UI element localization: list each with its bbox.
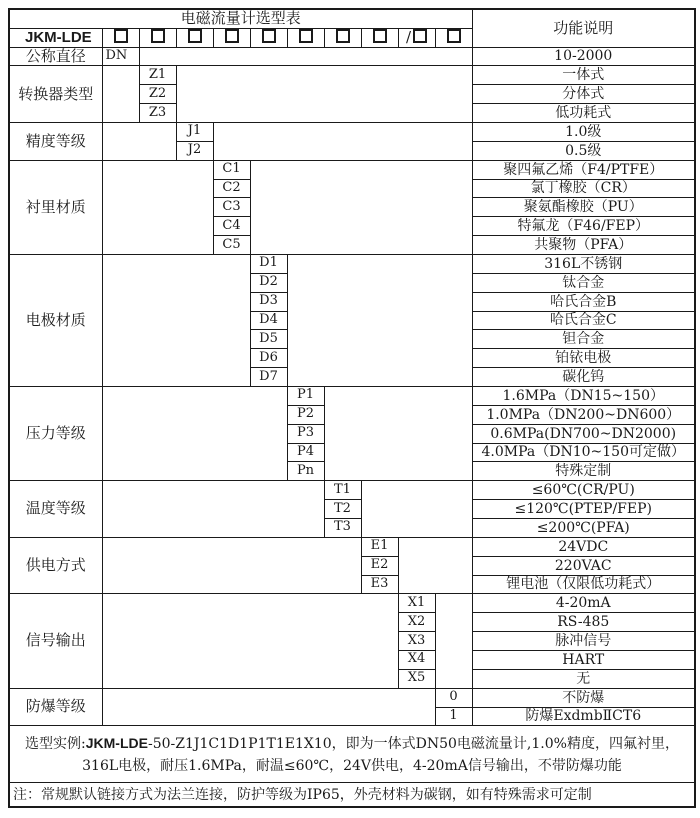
desc-cell: 哈氏合金C	[472, 311, 695, 330]
checkbox-icon	[262, 29, 276, 43]
code-cell: X3	[398, 632, 435, 651]
selection-example	[9, 726, 695, 783]
code-cell: C4	[213, 217, 250, 236]
empty-cell	[176, 66, 472, 123]
empty-cell	[102, 66, 139, 123]
empty-cell	[287, 254, 472, 386]
desc-cell: ≤200℃(PFA)	[472, 518, 695, 537]
desc-cell: 特殊定制	[472, 462, 695, 481]
code-cell: J2	[176, 141, 213, 160]
category-label: 衬里材质	[9, 160, 102, 254]
desc-cell: 220VAC	[472, 556, 695, 575]
desc-cell: 分体式	[472, 85, 695, 104]
desc-cell: 脉冲信号	[472, 632, 695, 651]
category-label: 信号输出	[9, 594, 102, 688]
desc-cell: 无	[472, 669, 695, 688]
desc-cell: 低功耗式	[472, 104, 695, 123]
code-cell: 1	[435, 707, 472, 726]
desc-cell: 氯丁橡胶（CR）	[472, 179, 695, 198]
checkbox-cell-slash	[398, 28, 435, 47]
empty-cell	[102, 254, 250, 386]
code-cell: Z2	[139, 85, 176, 104]
checkbox-icon	[151, 29, 165, 43]
empty-cell	[102, 160, 213, 254]
empty-cell	[102, 537, 361, 594]
code-cell: D1	[250, 254, 287, 273]
example-label: 选型实例:	[25, 735, 86, 752]
checkbox-cell	[102, 28, 139, 47]
code-cell: X1	[398, 594, 435, 613]
checkbox-icon	[447, 29, 461, 43]
desc-cell: 0.6MPa(DN700~DN2000)	[472, 424, 695, 443]
code-cell: P2	[287, 405, 324, 424]
category-label: 公称直径	[9, 47, 102, 66]
code-cell: D2	[250, 273, 287, 292]
desc-cell: 316L不锈钢	[472, 254, 695, 273]
category-label: 供电方式	[9, 537, 102, 594]
checkbox-cell	[287, 28, 324, 47]
code-cell: P1	[287, 386, 324, 405]
empty-cell	[435, 594, 472, 688]
code-cell: T3	[324, 518, 361, 537]
desc-cell: 不防爆	[472, 688, 695, 707]
code-cell: P3	[287, 424, 324, 443]
empty-cell	[102, 594, 398, 688]
checkbox-icon	[373, 29, 387, 43]
code-cell: C1	[213, 160, 250, 179]
empty-cell	[398, 537, 472, 594]
checkbox-icon	[114, 29, 128, 43]
code-cell: D7	[250, 368, 287, 387]
empty-cell	[213, 122, 472, 160]
category-label: 精度等级	[9, 122, 102, 160]
desc-cell: 4.0MPa（DN10~150可定做）	[472, 443, 695, 462]
desc-cell: 碳化钨	[472, 368, 695, 387]
desc-cell: 共聚物（PFA）	[472, 236, 695, 255]
checkbox-cell	[361, 28, 398, 47]
empty-cell	[102, 386, 287, 480]
code-cell: Z1	[139, 66, 176, 85]
slash-mark: /	[405, 28, 412, 46]
code-cell: C3	[213, 198, 250, 217]
empty-cell	[102, 481, 324, 538]
code-cell: D5	[250, 330, 287, 349]
code-cell: D4	[250, 311, 287, 330]
code-cell: X4	[398, 651, 435, 670]
category-label: 温度等级	[9, 481, 102, 538]
code-cell: E3	[361, 575, 398, 594]
checkbox-icon	[299, 29, 313, 43]
desc-cell: 24VDC	[472, 537, 695, 556]
empty-cell	[139, 47, 472, 66]
empty-cell	[102, 688, 435, 726]
desc-cell: 4-20mA	[472, 594, 695, 613]
example-line-2: 316L电极，耐压1.6MPa，耐温≤60℃，24V供电，4-20mA信号输出，不带防爆功能	[82, 757, 622, 774]
empty-cell	[361, 481, 472, 538]
desc-cell: ≤60℃(CR/PU)	[472, 481, 695, 500]
table-title: 电磁流量计选型表	[9, 9, 472, 28]
checkbox-cell	[324, 28, 361, 47]
code-cell: D3	[250, 292, 287, 311]
desc-cell: 哈氏合金B	[472, 292, 695, 311]
example-line-1	[10, 732, 694, 755]
checkbox-cell	[139, 28, 176, 47]
desc-cell: 钛合金	[472, 273, 695, 292]
code-cell: X5	[398, 669, 435, 688]
desc-cell: 聚四氟乙烯（F4/PTFE）	[472, 160, 695, 179]
category-label: 压力等级	[9, 386, 102, 480]
code-cell: X2	[398, 613, 435, 632]
desc-cell: 钽合金	[472, 330, 695, 349]
desc-cell: 10-2000	[472, 47, 695, 66]
footer-note: 注：常规默认链接方式为法兰连接，防护等级为IP65，外壳材料为碳钢，如有特殊需求可定制	[9, 783, 695, 807]
example-model: JKM-LDE	[85, 734, 148, 751]
desc-cell: 特氟龙（F46/FEP）	[472, 217, 695, 236]
example-rest: -50-Z1J1C1D1P1T1E1X10，即为一体式DN50电磁流量计,1.0%精度，四氟衬里，	[147, 735, 679, 752]
checkbox-icon	[413, 29, 427, 43]
code-cell: J1	[176, 122, 213, 141]
code-cell: E1	[361, 537, 398, 556]
desc-cell: HART	[472, 651, 695, 670]
checkbox-icon	[336, 29, 350, 43]
code-cell: D6	[250, 349, 287, 368]
checkbox-icon	[188, 29, 202, 43]
desc-cell: 锂电池（仅限低功耗式）	[472, 575, 695, 594]
desc-cell: 1.6MPa（DN15~150）	[472, 386, 695, 405]
checkbox-icon	[225, 29, 239, 43]
desc-cell: 防爆ExdmbⅡCT6	[472, 707, 695, 726]
code-cell: 0	[435, 688, 472, 707]
code-cell: T2	[324, 500, 361, 519]
code-cell: Z3	[139, 104, 176, 123]
function-column-header: 功能说明	[472, 9, 695, 47]
code-cell: C5	[213, 236, 250, 255]
desc-cell: 1.0级	[472, 122, 695, 141]
code-cell: DN	[102, 47, 139, 66]
desc-cell: 铂铱电极	[472, 349, 695, 368]
category-label: 防爆等级	[9, 688, 102, 726]
desc-cell: 聚氨酯橡胶（PU）	[472, 198, 695, 217]
checkbox-cell	[213, 28, 250, 47]
model-prefix: JKM-LDE	[9, 28, 102, 47]
checkbox-cell	[250, 28, 287, 47]
code-cell: C2	[213, 179, 250, 198]
desc-cell: 1.0MPa（DN200~DN600）	[472, 405, 695, 424]
empty-cell	[102, 122, 176, 160]
checkbox-cell	[176, 28, 213, 47]
checkbox-cell	[435, 28, 472, 47]
code-cell: P4	[287, 443, 324, 462]
code-cell: E2	[361, 556, 398, 575]
desc-cell: 一体式	[472, 66, 695, 85]
code-cell: T1	[324, 481, 361, 500]
desc-cell: ≤120℃(PTEP/FEP)	[472, 500, 695, 519]
code-cell: Pn	[287, 462, 324, 481]
selection-table	[8, 8, 696, 808]
desc-cell: 0.5级	[472, 141, 695, 160]
empty-cell	[324, 386, 472, 480]
desc-cell: RS-485	[472, 613, 695, 632]
category-label: 电极材质	[9, 254, 102, 386]
empty-cell	[250, 160, 472, 254]
category-label: 转换器类型	[9, 66, 102, 123]
